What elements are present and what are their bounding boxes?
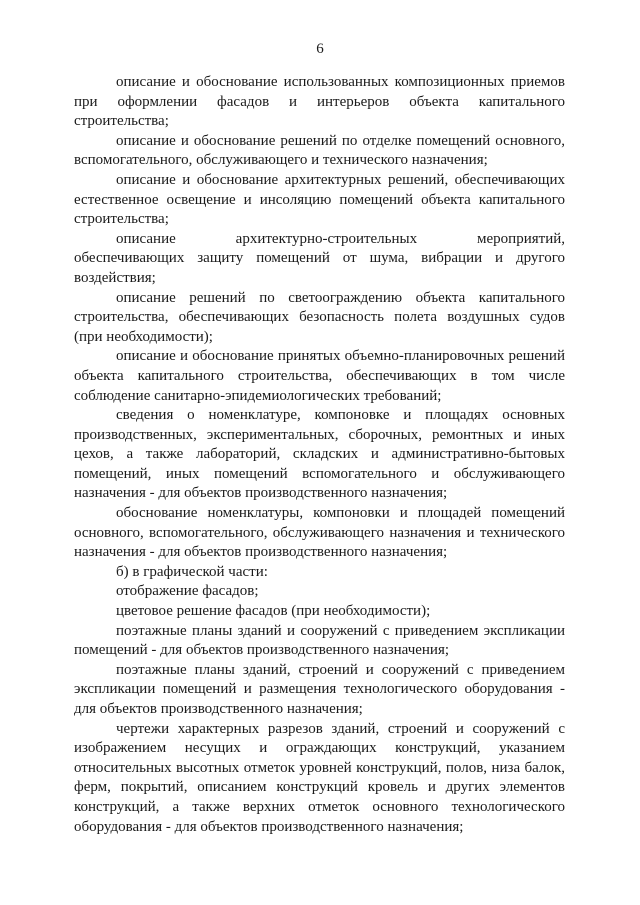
paragraph: поэтажные планы зданий и сооружений с приведением экспликации помещений - для объектов производственного назначения;: [74, 622, 565, 659]
paragraph: описание решений по светоограждению объекта капитального строительства, обеспечивающих безопасность полета воздушных судов (при необходимости);: [74, 289, 565, 345]
section-heading: б) в графической части:: [116, 563, 268, 580]
paragraph: сведения о номенклатуре, компоновке и площадях основных производственных, экспериментальных, сборочных, ремонтных и иных цехов, а также лабораторий, складских и административно-бытовых помещений, иных помещений вспомогательного и обслуживающего назначения - для объектов производственного назначения;: [74, 407, 565, 502]
paragraph: обоснование номенклатуры, компоновки и площадей помещений основного, вспомогательного, обслуживающего назначения и технического назначения - для объектов производственного назначения;: [74, 505, 565, 561]
paragraph: чертежи характерных разрезов зданий, строений и сооружений с изображением несущих и ограждающих конструкций, указанием относительных высотных отметок уровней конструкций, полов, низа балок, ферм, покрытий, описанием конструкций кровель и других элементов конструкций, а также верхних отметок основного технологического оборудования - для объектов производственного назначения;: [74, 720, 565, 835]
paragraph: описание и обоснование решений по отделке помещений основного, вспомогательного, обслуживающего и технического назначения;: [74, 132, 565, 169]
paragraph: описание и обоснование принятых объемно-планировочных решений объекта капитального строительства, обеспечивающих в том числе соблюдение санитарно-эпидемиологических требований;: [74, 348, 565, 404]
document-body: [74, 73, 565, 837]
paragraph: цветовое решение фасадов (при необходимости);: [116, 603, 431, 620]
paragraph: отображение фасадов;: [116, 583, 259, 600]
paragraph: описание и обоснование использованных композиционных приемов при оформлении фасадов и интерьеров объекта капитального строительства;: [74, 74, 565, 130]
page-number: 6: [316, 41, 324, 57]
paragraph: поэтажные планы зданий, строений и сооружений с приведением экспликации помещений и размещения технологического оборудования - для объектов производственного назначения;: [74, 661, 565, 717]
paragraph: описание и обоснование архитектурных решений, обеспечивающих естественное освещение и инсоляцию помещений объекта капитального строительства;: [74, 171, 565, 228]
paragraph: описание архитектурно-строительных мероприятий, обеспечивающих защиту помещений от шума, вибрации и другого воздействия;: [74, 230, 565, 286]
